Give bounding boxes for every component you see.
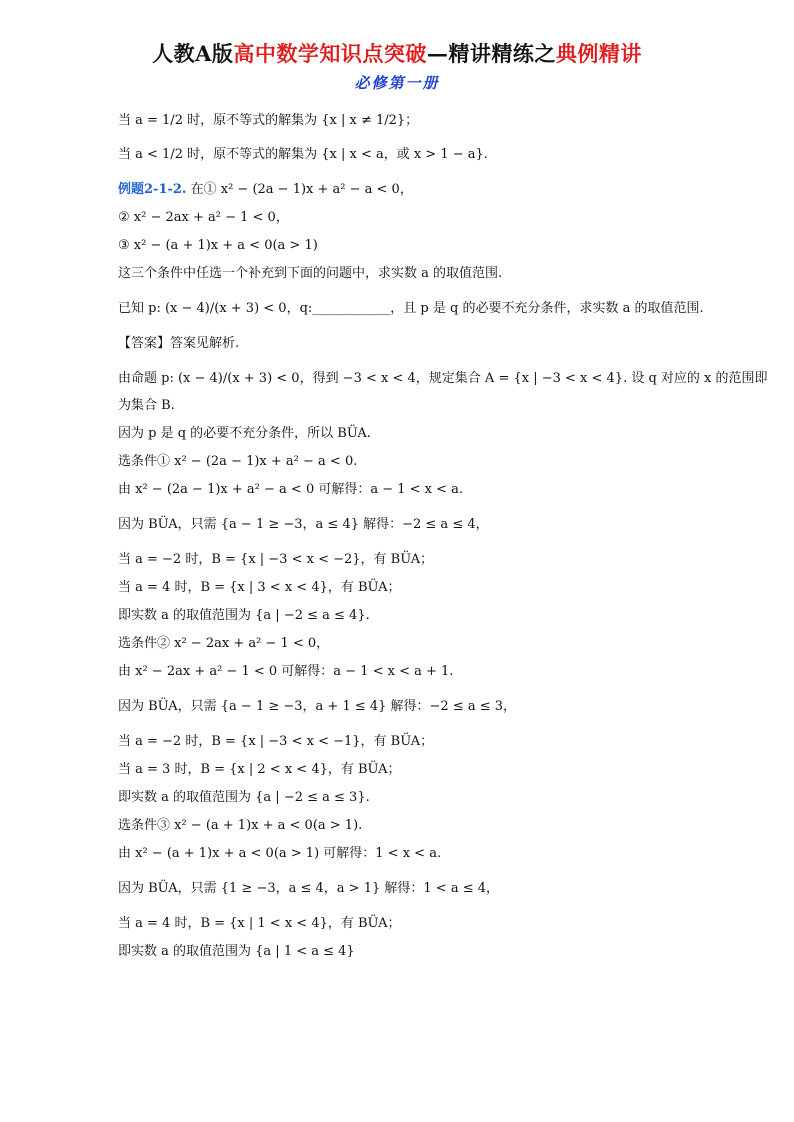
document-header — [0, 38, 794, 68]
text-line: ② x² − 2ax + a² − 1 < 0， — [118, 210, 289, 225]
text-line: 选条件① x² − (2a − 1)x + a² − a < 0. — [118, 454, 358, 469]
text-line: 当 a < 1/2 时，原不等式的解集为 {x | x < a，或 x > 1 − a}. — [118, 147, 488, 162]
example-condition-1: 在① x² − (2a − 1)x + a² − a < 0， — [190, 182, 413, 197]
text-line: 当 a = 3 时，B = {x | 2 < x < 4}，有 BÜA； — [118, 762, 401, 777]
text-line: 为集合 B. — [118, 398, 175, 413]
text-line: 已知 p: (x − 4)/(x + 3) < 0，q:____________，且 p 是 q 的必要不充分条件，求实数 a 的取值范围. — [118, 301, 704, 316]
text-line: 由 x² − (2a − 1)x + a² − a < 0 可解得：a − 1 < x < a. — [118, 482, 464, 497]
text-line: 由命题 p: (x − 4)/(x + 3) < 0，得到 −3 < x < 4，规定集合 A = {x | −3 < x < 4}. 设 q 对应的 x 的范围即 — [118, 371, 768, 386]
document-body — [118, 104, 768, 962]
text-line: 因为 BÜA，只需 {a − 1 ≥ −3，a + 1 ≤ 4} 解得：−2 ≤ a ≤ 3， — [118, 699, 517, 714]
answer-line: 【答案】答案见解析. — [118, 336, 240, 351]
text-line: 即实数 a 的取值范围为 {a | 1 < a ≤ 4} — [118, 944, 355, 959]
text-line: 即实数 a 的取值范围为 {a | −2 ≤ a ≤ 4}. — [118, 608, 370, 623]
text-line: 因为 BÜA，只需 {a − 1 ≥ −3，a ≤ 4} 解得：−2 ≤ a ≤ 4， — [118, 517, 489, 532]
text-line: 当 a = 4 时，B = {x | 3 < x < 4}，有 BÜA； — [118, 580, 401, 595]
header-part-3: —精讲精练之 — [426, 41, 556, 66]
text-line: 由 x² − (a + 1)x + a < 0(a > 1) 可解得：1 < x < a. — [118, 846, 442, 861]
text-line: 选条件③ x² − (a + 1)x + a < 0(a > 1). — [118, 818, 363, 833]
document-subtitle: 必修第一册 — [354, 74, 440, 92]
text-line: 当 a = 4 时，B = {x | 1 < x < 4}，有 BÜA； — [118, 916, 401, 931]
example-line — [118, 180, 678, 200]
text-line: 当 a = −2 时，B = {x | −3 < x < −2}，有 BÜA； — [118, 552, 434, 567]
header-part-2: 高中数学知识点突破 — [233, 41, 427, 66]
example-label: 例题2-1-2. — [118, 182, 187, 197]
text-line: 这三个条件中任选一个补充到下面的问题中，求实数 a 的取值范围. — [118, 266, 503, 281]
text-line: 选条件② x² − 2ax + a² − 1 < 0， — [118, 636, 330, 651]
text-line: 因为 BÜA，只需 {1 ≥ −3，a ≤ 4，a > 1} 解得：1 < a ≤ 4， — [118, 881, 499, 896]
text-line: 当 a = −2 时，B = {x | −3 < x < −1}，有 BÜA； — [118, 734, 434, 749]
text-line: 当 a = 1/2 时，原不等式的解集为 {x | x ≠ 1/2}； — [118, 113, 419, 128]
text-line: ③ x² − (a + 1)x + a < 0(a > 1) — [118, 238, 318, 253]
text-line: 因为 p 是 q 的必要不充分条件，所以 BÜA. — [118, 426, 371, 441]
header-part-1: 人教A版 — [152, 41, 234, 66]
text-line: 由 x² − 2ax + a² − 1 < 0 可解得：a − 1 < x < a + 1. — [118, 664, 454, 679]
text-line: 即实数 a 的取值范围为 {a | −2 ≤ a ≤ 3}. — [118, 790, 370, 805]
header-part-4: 典例精讲 — [555, 41, 642, 66]
